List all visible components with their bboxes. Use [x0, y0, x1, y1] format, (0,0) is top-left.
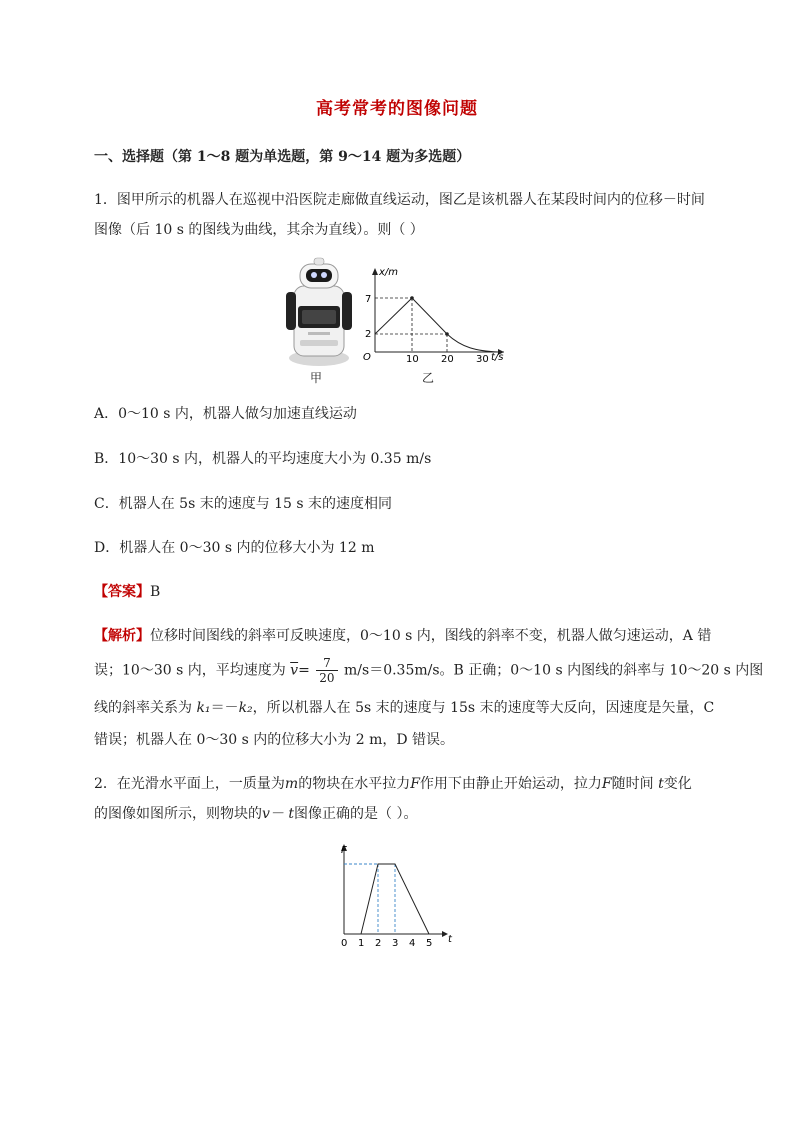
velocity-fraction: [316, 656, 337, 685]
origin-label: O: [363, 352, 371, 363]
ft-tick-0: 0: [341, 938, 348, 948]
analysis-text-2b: m/s＝0.35m/s。B 正确；0～10 s 内图线的斜率与 10～20 s 内图: [344, 662, 764, 679]
page-title: 高考常考的图像问题: [316, 99, 478, 119]
answer-tag: 【答案】: [94, 584, 150, 600]
ft-tick-3: 3: [392, 938, 399, 948]
q1-answer: [94, 582, 160, 602]
ft-tick-5: 5: [426, 938, 433, 948]
guide-lines: [375, 298, 447, 352]
section-heading: 一、选择题（第 1～8 题为单选题，第 9～14 题为多选题）: [94, 149, 471, 165]
turn-point: [445, 332, 449, 336]
y-tick-2: 2: [365, 329, 372, 340]
x-axis-label: t/s: [491, 352, 504, 363]
q2-text-1b: 的物块在水平拉力: [298, 776, 411, 792]
analysis-tag: 【解析】: [94, 628, 150, 644]
time-symbol: t: [658, 776, 664, 792]
ft-x-label: t: [448, 934, 452, 945]
ft-tick-4: 4: [409, 938, 416, 948]
ft-curve: [344, 864, 429, 934]
ft-tick-2: 2: [375, 938, 382, 948]
y-tick-7: 7: [365, 294, 372, 305]
q1-option-a: A．0～10 s 内，机器人做匀加速直线运动: [94, 406, 357, 422]
ft-y-label: F: [341, 845, 347, 856]
q1-analysis-line4: 错误；机器人在 0～30 s 内的位移大小为 2 m，D 错误。: [94, 732, 455, 748]
equals-sign: =: [298, 662, 310, 679]
answer-value: B: [150, 584, 161, 600]
xt-curve: [375, 298, 498, 352]
k2-symbol: k₂: [238, 700, 253, 716]
figure-label-a: 甲: [310, 371, 323, 385]
xt-graph: [362, 262, 512, 370]
q2-text-2a: 的图像如图所示，则物块的: [94, 806, 262, 822]
q1-analysis-line3: [94, 698, 714, 718]
x-tick-20: 20: [441, 354, 454, 365]
q1-option-d: D．机器人在 0～30 s 内的位移大小为 12 m: [94, 540, 375, 556]
x-tick-10: 10: [406, 354, 419, 365]
analysis-text-1: 位移时间图线的斜率可反映速度，0～10 s 内，图线的斜率不变，机器人做匀速运动，A 错: [150, 628, 712, 644]
peak-point: [410, 296, 414, 300]
q1-analysis-line2: [94, 656, 763, 685]
q2-text-1e: 变化: [663, 776, 692, 792]
analysis-text-3a: 线的斜率关系为: [94, 700, 192, 716]
robot-figure: [284, 256, 354, 368]
q1-stem-line1: 1．图甲所示的机器人在巡视中沿医院走廊做直线运动，图乙是该机器人在某段时间内的位移－时间: [94, 192, 705, 208]
x-tick-30: 30: [476, 354, 489, 365]
y-arrow: [372, 268, 378, 275]
mass-symbol: m: [284, 776, 299, 792]
analysis-text-3b: ，所以机器人在 5s 末的速度与 15s 末的速度等大反向，因速度是矢量，C: [252, 700, 715, 716]
q2-text-2b: 图像正确的是（ ）。: [294, 806, 418, 822]
q2-stem-line1: [94, 774, 692, 794]
k-relation: ＝－: [210, 700, 239, 716]
q1-stem-line2: 图像（后 10 s 的图线为曲线，其余为直线）。则（ ）: [94, 222, 424, 238]
q2-text-1a: 2．在光滑水平面上，一质量为: [94, 776, 285, 792]
figure-label-b: 乙: [422, 371, 435, 385]
analysis-text-2a: 误；10～30 s 内，平均速度为: [94, 662, 286, 679]
ft-graph: [334, 840, 460, 948]
q1-option-c: C．机器人在 5s 末的速度与 15 s 末的速度相同: [94, 496, 393, 512]
force-symbol: F: [410, 776, 420, 792]
vt-symbol: v－ t: [262, 806, 294, 822]
fraction-denominator: 20: [319, 671, 335, 685]
force-symbol-2: F: [601, 776, 612, 792]
fraction-numerator: 7: [316, 656, 337, 671]
q1-analysis-line1: [94, 626, 711, 646]
avg-velocity-symbol: $\overline{v}$: [290, 662, 299, 679]
k1-symbol: k₁: [196, 700, 211, 716]
y-axis-label: x/m: [379, 267, 399, 278]
xt-axes: [375, 270, 504, 352]
q1-option-b: B．10～30 s 内，机器人的平均速度大小为 0.35 m/s: [94, 451, 432, 467]
ft-tick-1: 1: [358, 938, 365, 948]
q2-text-1d: 随时间: [611, 776, 654, 792]
q2-stem-line2: [94, 804, 417, 824]
q2-text-1c: 作用下由静止开始运动，拉力: [419, 776, 602, 792]
